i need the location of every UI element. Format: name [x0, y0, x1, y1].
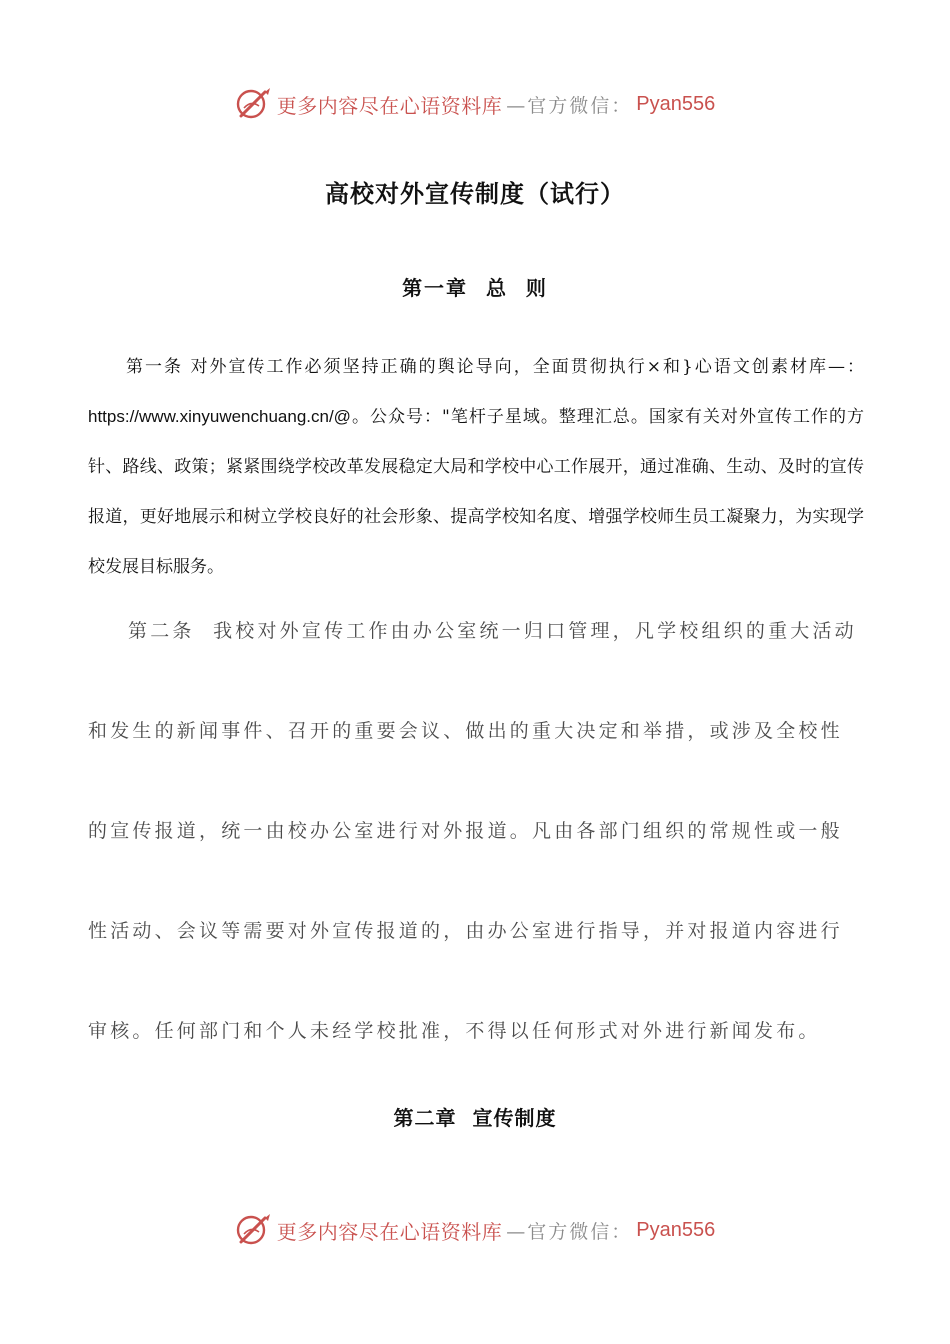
- article-1-paragraph: [88, 342, 864, 592]
- watermark-wechat-id: Pyan556: [636, 1218, 716, 1241]
- article-2-line-1: 第二条 我校对外宣传工作由办公室统一归口管理，凡学校组织的重大活动: [128, 620, 857, 642]
- article-2-line-3: 的宣传报道，统一由校办公室进行对外报道。凡由各部门组织的常规性或一般: [88, 820, 843, 842]
- watermark-red-text: 更多内容尽在心语资料库: [276, 93, 503, 118]
- article-1-text-start: 第一条 对外宣传工作必须坚持正确的舆论导向，全面贯彻执行×和}心语文创素材库—：: [126, 357, 864, 377]
- article-2-line-2: 和发生的新闻事件、召开的重要会议、做出的重大决定和举措，或涉及全校性: [88, 720, 843, 742]
- document-title: 高校对外宣传制度（试行）: [325, 179, 625, 208]
- watermark-red-text: 更多内容尽在心语资料库: [276, 1219, 503, 1244]
- watermark-gray-text: —官方微信：: [506, 94, 633, 117]
- chapter-2-title: 第二章 宣传制度: [393, 1106, 557, 1130]
- article-1-text-rest: 。公众号："笔杆子星域。整理汇总。国家有关对外宣传工作的方针、路线、政策；紧紧围绕学校改革发展稳定大局和学校中心工作展开，通过准确、生动、及时的宣传报道，更好地展示和树立学校良好的社会形象、提高学校知名度、增强学校师生员工凝聚力，为实现学校发展目标服务。: [88, 407, 864, 577]
- watermark-wechat-id: Pyan556: [636, 92, 716, 115]
- article-2-line-4: 性活动、会议等需要对外宣传报道的，由办公室进行指导，并对报道内容进行: [88, 920, 843, 942]
- pen-logo-icon: [235, 86, 273, 122]
- watermark-header: [0, 82, 950, 126]
- watermark-footer: [0, 1208, 950, 1252]
- chapter-1-title: 第一章 总 则: [402, 276, 548, 300]
- article-1-url: https://www.xinyuwenchuang.cn/@: [88, 407, 351, 426]
- article-2-line-5: 审核。任何部门和个人未经学校批准，不得以任何形式对外进行新闻发布。: [88, 1020, 821, 1042]
- watermark-gray-text: —官方微信：: [506, 1220, 633, 1243]
- pen-logo-icon: [235, 1212, 273, 1248]
